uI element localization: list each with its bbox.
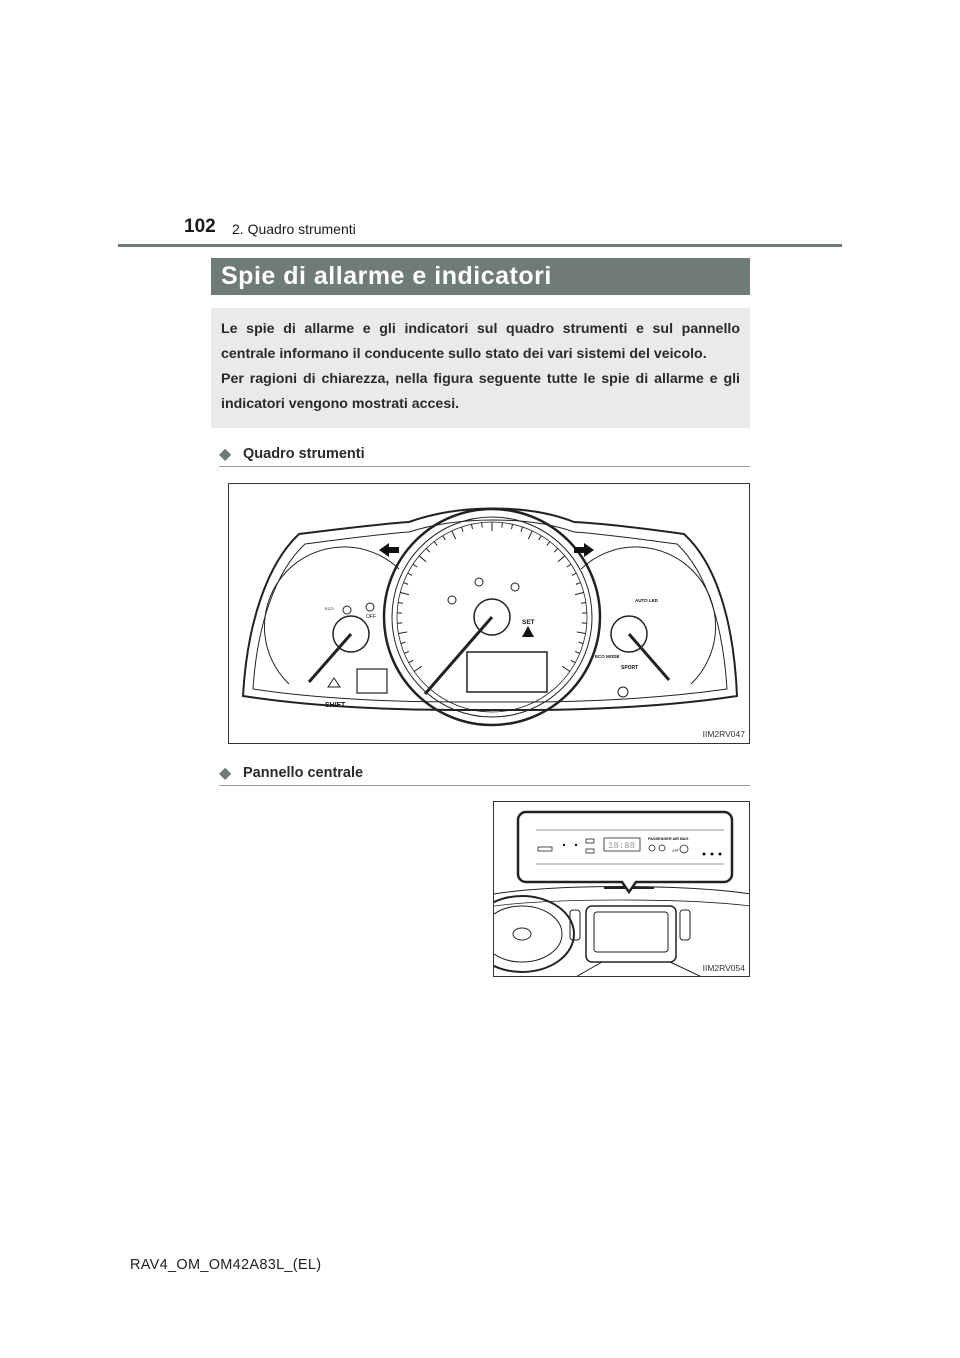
speedometer-tick bbox=[401, 642, 406, 643]
speedometer-tick bbox=[398, 603, 403, 604]
speedometer-tick bbox=[554, 548, 557, 552]
speedometer-tick bbox=[434, 542, 437, 546]
speedometer-tick bbox=[575, 651, 580, 653]
label-eco-mode: ECO MODE bbox=[595, 654, 620, 659]
label-auto-led: AUTO LED bbox=[635, 598, 658, 603]
speedometer-tick bbox=[443, 536, 446, 540]
speedometer-tick bbox=[414, 666, 421, 671]
speedometer-tick bbox=[403, 583, 408, 585]
speedometer-tick bbox=[567, 564, 571, 567]
speedometer-tick bbox=[409, 660, 413, 662]
label-eco: ECO bbox=[325, 606, 334, 611]
intro-paragraph-1: Le spie di allarme e gli indicatori sul quadro strumenti e sul pannello centrale informano il conducente sullo stato dei vari sistemi del veicolo. bbox=[221, 321, 740, 362]
speedometer-tick bbox=[576, 583, 581, 585]
page-number: 102 bbox=[184, 216, 216, 237]
intro-box bbox=[211, 308, 750, 428]
speedometer-tick bbox=[404, 651, 409, 653]
speedometer-tick bbox=[426, 548, 429, 552]
speedometer-tick bbox=[461, 527, 463, 532]
speedometer-tick bbox=[562, 666, 569, 671]
speedometer-tick bbox=[581, 603, 586, 604]
speedometer-tick bbox=[413, 564, 417, 567]
speedometer-tick bbox=[482, 523, 483, 528]
center-panel-drawing bbox=[494, 802, 750, 977]
instrument-cluster-illustration bbox=[228, 483, 750, 744]
speedometer-tick bbox=[521, 527, 523, 532]
instrument-cluster-drawing bbox=[229, 484, 750, 744]
figure-code: IIM2RV054 bbox=[702, 963, 745, 973]
speedometer-tick bbox=[578, 642, 583, 643]
document-code: RAV4_OM_OM42A83L_(EL) bbox=[130, 1257, 322, 1273]
subheading-instrument-cluster bbox=[219, 444, 750, 467]
diamond-bullet-icon: ◆ bbox=[219, 765, 232, 782]
figure-code: IIM2RV047 bbox=[702, 729, 745, 739]
chapter-title: 2. Quadro strumenti bbox=[232, 221, 356, 237]
speedometer-tick bbox=[419, 556, 426, 562]
speedometer-tick bbox=[577, 632, 586, 634]
speedometer-tick bbox=[398, 632, 407, 634]
speedometer-tick bbox=[539, 536, 542, 540]
speedometer-tick bbox=[572, 573, 576, 575]
speedometer-tick bbox=[547, 542, 550, 546]
label-passenger-airbag: PASSENGER AIR BAG bbox=[648, 837, 689, 841]
speedometer-tick bbox=[408, 573, 412, 575]
label-set: SET bbox=[522, 619, 535, 626]
diamond-bullet-icon: ◆ bbox=[219, 446, 232, 463]
speedometer-tick bbox=[511, 524, 512, 529]
subheading-label: Pannello centrale bbox=[243, 765, 364, 781]
speedometer-tick bbox=[502, 523, 503, 528]
header-divider bbox=[118, 244, 842, 247]
subheading-label: Quadro strumenti bbox=[243, 446, 365, 462]
panel-display-value: 18:88 bbox=[608, 841, 636, 851]
label-shift: SHIFT bbox=[325, 702, 346, 709]
label-off: OFF bbox=[366, 614, 376, 620]
speedometer-tick bbox=[575, 592, 584, 594]
speedometer-tick bbox=[558, 556, 565, 562]
speedometer-tick bbox=[571, 660, 575, 662]
speedometer-tick bbox=[528, 531, 532, 539]
speedometer-tick bbox=[400, 592, 409, 594]
subheading-center-panel bbox=[219, 763, 750, 786]
label-airbag-off: OFF bbox=[672, 849, 679, 853]
speedometer-tick bbox=[471, 524, 472, 529]
speedometer-tick bbox=[452, 531, 456, 539]
section-title: Spie di allarme e indicatori bbox=[211, 258, 750, 295]
label-sport: SPORT bbox=[621, 665, 639, 671]
center-panel-illustration bbox=[493, 801, 750, 977]
intro-paragraph-2: Per ragioni di chiarezza, nella figura seguente tutte le spie di allarme e gli indicatori vengono mostrati accesi. bbox=[221, 371, 740, 412]
